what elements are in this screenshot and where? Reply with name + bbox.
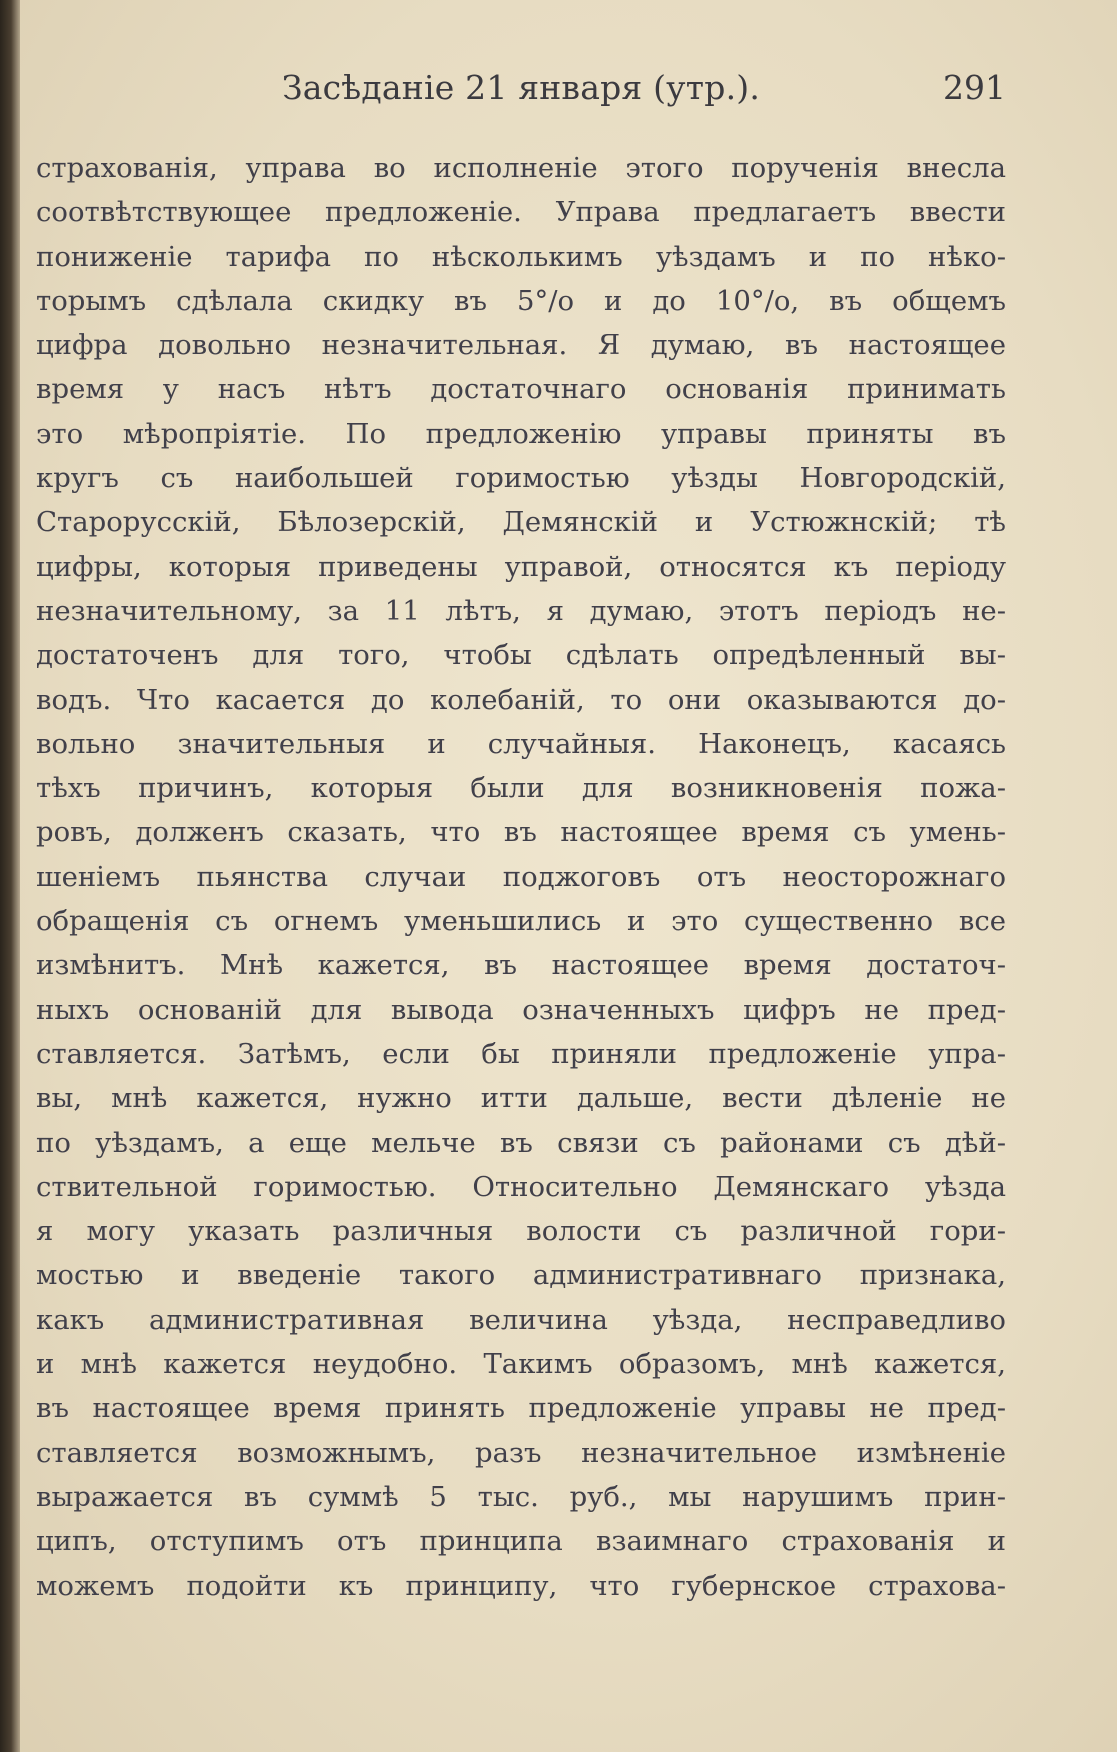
- text-line: кругъ съ наибольшей горимостью уѣзды Новгородскій,: [36, 462, 1006, 495]
- text-line: ципъ, отступимъ отъ принципа взаимнаго страхованія и: [36, 1525, 1006, 1558]
- body-text: [36, 146, 1006, 1608]
- text-line: по уѣздамъ, а еще мельче въ связи съ районами съ дѣй-: [36, 1126, 1006, 1159]
- text-line: незначительному, за 11 лѣтъ, я думаю, этотъ періодъ не-: [36, 594, 1006, 627]
- text-line: цифры, которыя приведены управой, относятся къ періоду: [36, 550, 1006, 583]
- text-line: Старорусскій, Бѣлозерскій, Демянскій и Устюжнскій; тѣ: [36, 506, 1006, 539]
- text-line: страхованія, управа во исполненіе этого порученія внесла: [36, 152, 1006, 184]
- text-line: соотвѣтствующее предложеніе. Управа предлагаетъ ввести: [36, 196, 1006, 229]
- text-line: вольно значительныя и случайныя. Наконецъ, касаясь: [36, 727, 1006, 760]
- text-line: измѣнитъ. Мнѣ кажется, въ настоящее время достаточ-: [36, 949, 1006, 982]
- page-number: 291: [943, 68, 1006, 107]
- text-line: время у насъ нѣтъ достаточнаго основанія принимать: [36, 373, 1006, 406]
- text-line: пониженіе тарифа по нѣсколькимъ уѣздамъ и по нѣко-: [36, 240, 1006, 273]
- text-line: вы, мнѣ кажется, нужно итти дальше, вести дѣленіе не: [36, 1082, 1006, 1115]
- text-line: можемъ подойти къ принципу, что губернское страхова-: [36, 1569, 1006, 1602]
- text-line: тѣхъ причинъ, которыя были для возникновенія пожа-: [36, 772, 1006, 805]
- text-line: мостью и введеніе такого административнаго признака,: [36, 1259, 1006, 1292]
- text-line: я могу указать различныя волости съ различной гори-: [36, 1215, 1006, 1248]
- text-line: ставляется. Затѣмъ, если бы приняли предложеніе упра-: [36, 1037, 1006, 1070]
- text-line: ровъ, долженъ сказать, что въ настоящее время съ умень-: [36, 816, 1006, 849]
- page-header: [36, 60, 1006, 116]
- text-line: обращенія съ огнемъ уменьшились и это существенно все: [36, 905, 1006, 938]
- book-binding-edge: [0, 0, 20, 1752]
- text-line: достаточенъ для того, чтобы сдѣлать опредѣленный вы-: [36, 639, 1006, 672]
- text-line: ставляется возможнымъ, разъ незначительное измѣненіе: [36, 1436, 1006, 1469]
- text-line: водъ. Что касается до колебаній, то они оказываются до-: [36, 683, 1006, 716]
- running-title: Засѣданіе 21 января (утр.).: [281, 68, 761, 107]
- text-line: и мнѣ кажется неудобно. Такимъ образомъ, мнѣ кажется,: [36, 1348, 1006, 1381]
- text-line: какъ административная величина уѣзда, несправедливо: [36, 1303, 1006, 1336]
- text-line: выражается въ суммѣ 5 тыс. руб., мы нарушимъ прин-: [36, 1480, 1006, 1513]
- text-line: ныхъ основаній для вывода означенныхъ цифръ не пред-: [36, 993, 1006, 1026]
- text-line: шеніемъ пьянства случаи поджоговъ отъ неосторожнаго: [36, 860, 1006, 893]
- text-line: ствительной горимостью. Относительно Демянскаго уѣзда: [36, 1170, 1006, 1203]
- text-line: это мѣропріятіе. По предложенію управы приняты въ: [36, 417, 1006, 450]
- text-line: въ настоящее время принять предложеніе управы не пред-: [36, 1392, 1006, 1425]
- text-line: торымъ сдѣлала скидку въ 5°/о и до 10°/о, въ общемъ: [36, 284, 1006, 317]
- text-line: цифра довольно незначительная. Я думаю, въ настоящее: [36, 329, 1006, 362]
